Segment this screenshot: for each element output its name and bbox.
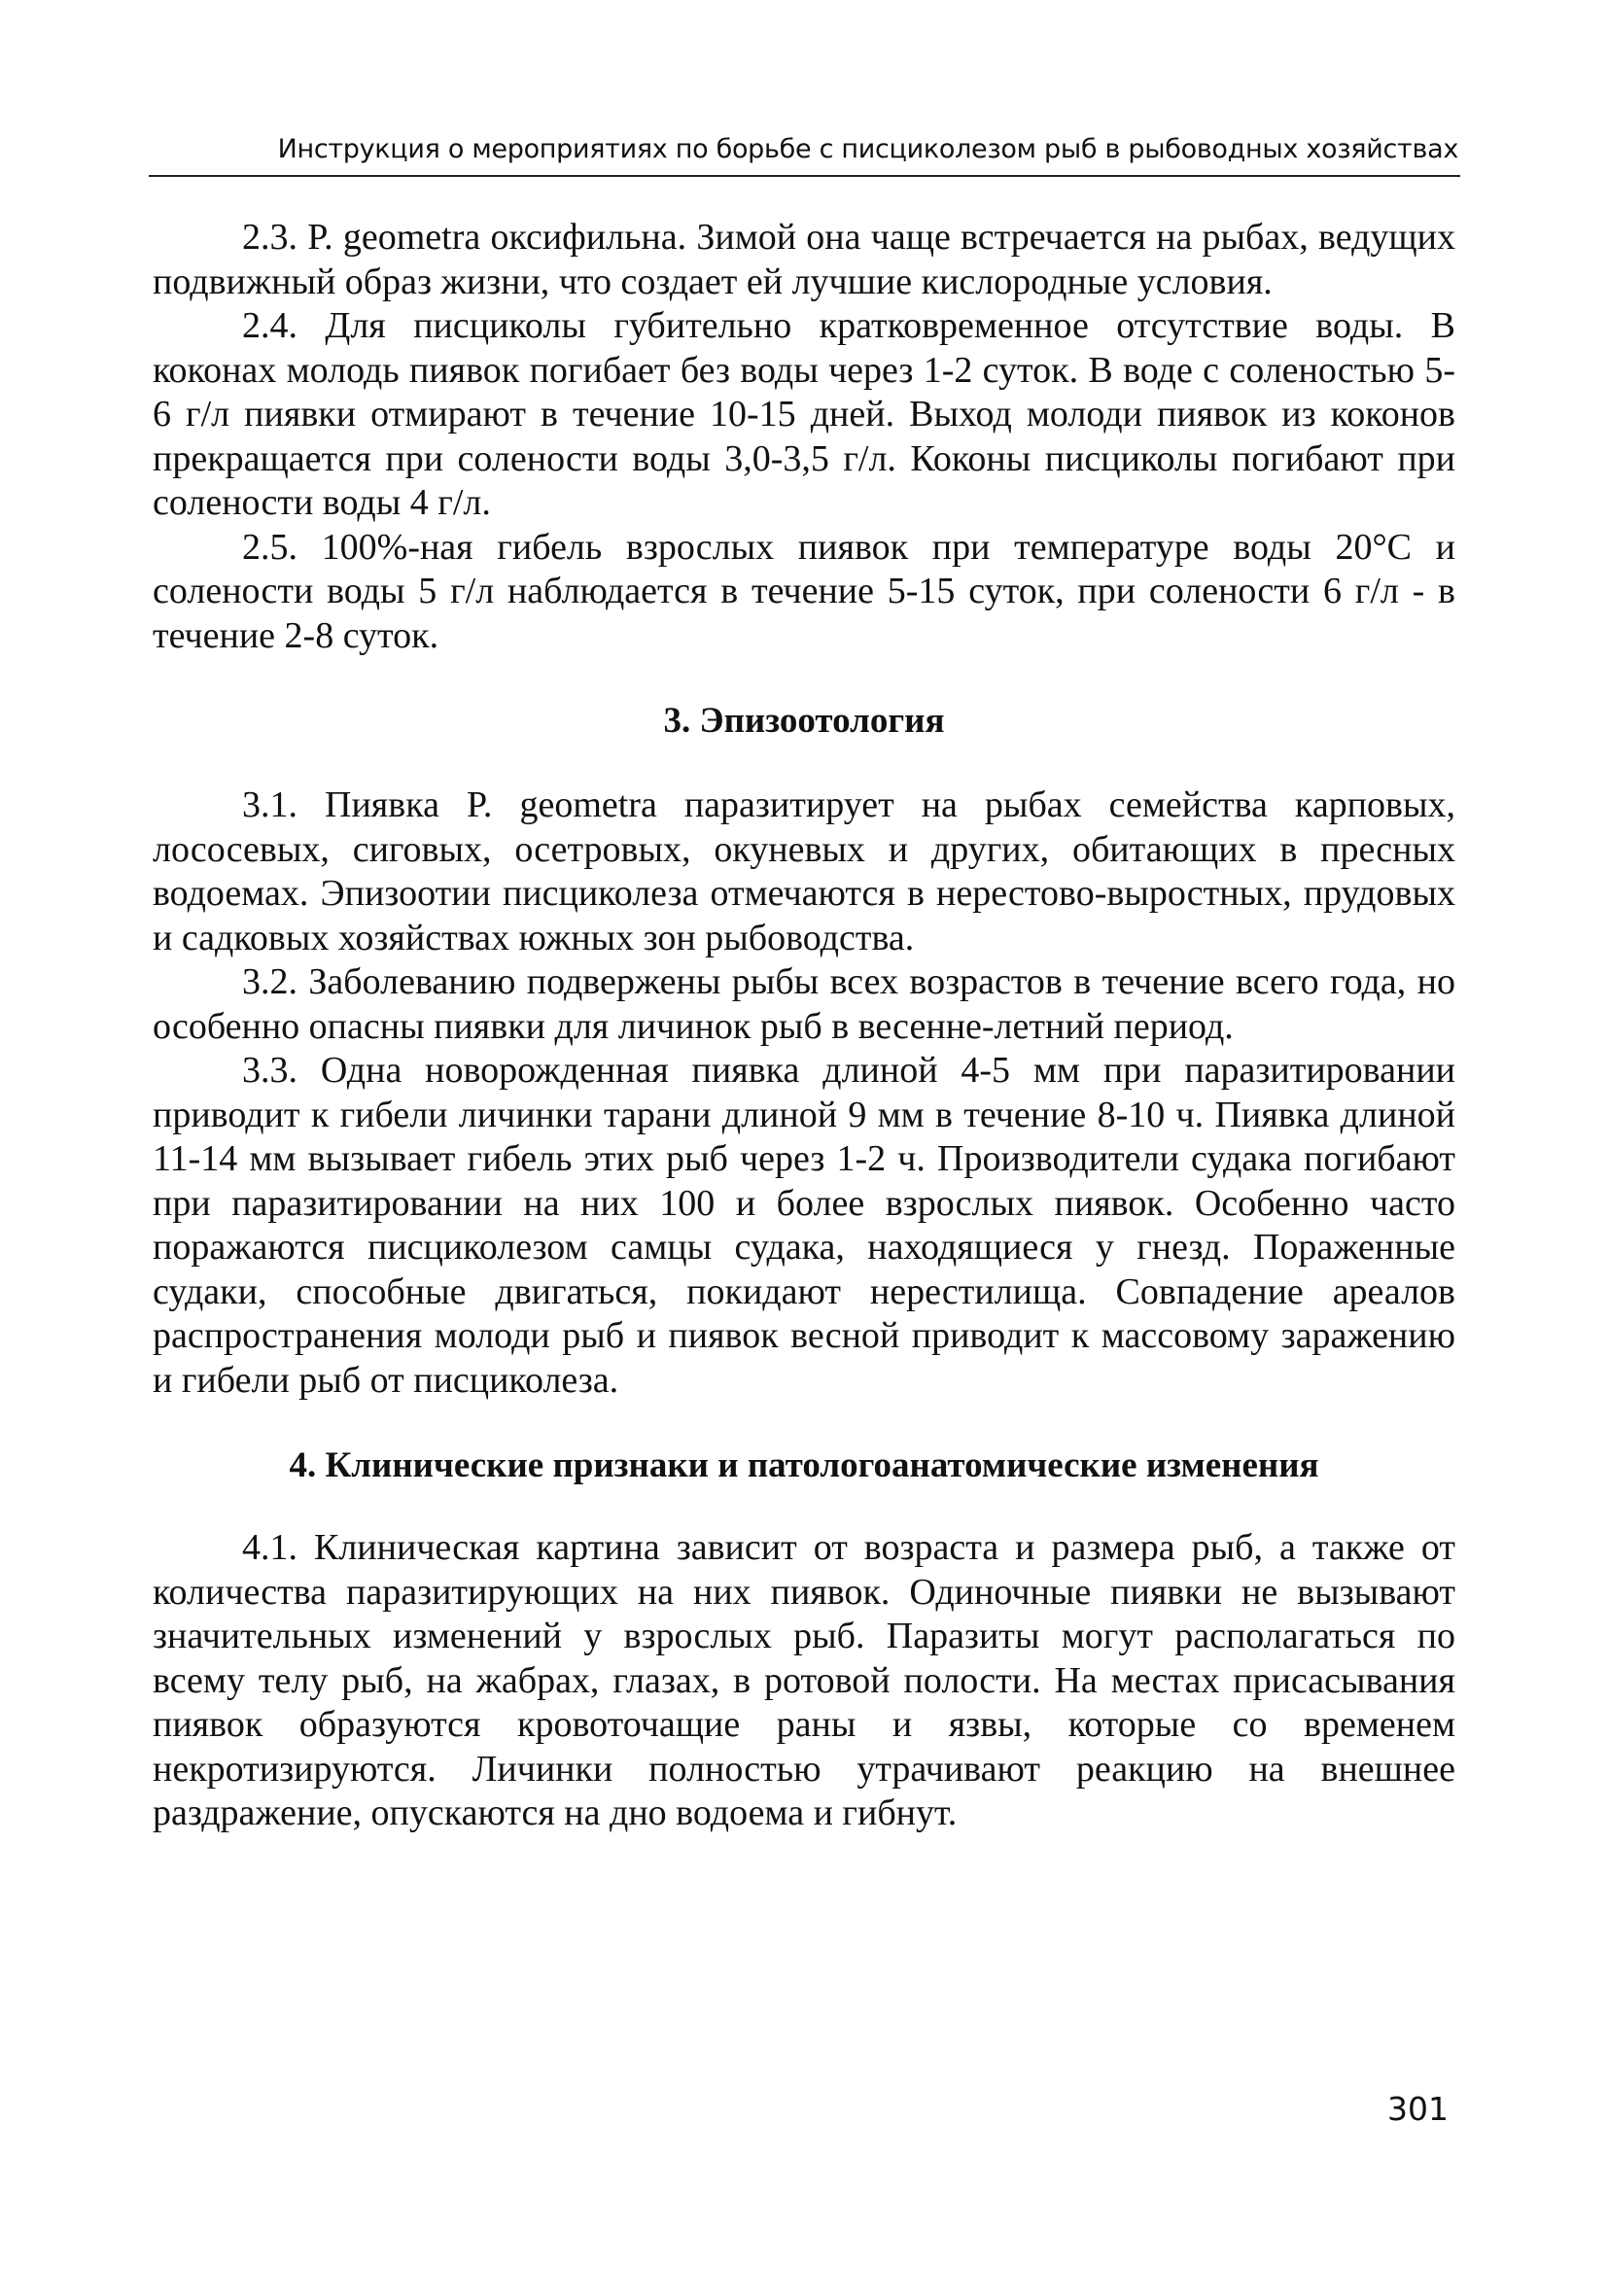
paragraph-2-5: 2.5. 100%-ная гибель взрослых пиявок при температуре воды 20°С и солености воды 5 г/л наблюдается в течение 5-15 суток, при солености 6 г/л - в течение 2-8 суток. (153, 526, 1455, 656)
section-3-heading: 3. Эпизоотология (663, 701, 945, 741)
running-header: Инструкция о мероприятиях по борьбе с писциколезом рыб в рыбоводных хозяйствах (277, 134, 1458, 164)
paragraph-4-1: 4.1. Клиническая картина зависит от возраста и размера рыб, а также от количества паразитирующих на них пиявок. Одиночные пиявки не вызывают значительных изменений у взрослых рыб. Паразиты могут располагаться по всему телу рыб, на жабрах, глазах, в ротовой полости. На местах присасывания пиявок образуются кровоточащие раны и язвы, которые со временем некротизируются. Личинки полностью утрачивают реакцию на внешнее раздражение, опускаются на дно водоема и гибнут. (153, 1527, 1455, 1833)
body-text (153, 216, 1455, 1836)
paragraph-2-3: 2.3. P. geometra оксифильна. Зимой она чаще встречается на рыбах, ведущих подвижный образ жизни, что создает ей лучшие кислородные условия. (153, 217, 1455, 302)
paragraph-3-3: 3.3. Одна новорожденная пиявка длиной 4-5 мм при паразитировании приводит к гибели личинки тарани длиной 9 мм в течение 8-10 ч. Пиявка длиной 11-14 мм вызывает гибель этих рыб через 1-2 ч. Производители судака погибают при паразитировании на них 100 и более взрослых пиявок. Особенно часто поражаются писциколезом самцы судака, находящиеся у гнезд. Пораженные судаки, способные двигаться, покидают нерестилища. Совпадение ареалов распространения молоди рыб и пиявок весной приводит к массовому заражению и гибели рыб от писциколеза. (153, 1050, 1455, 1401)
paragraph-2-4: 2.4. Для писциколы губительно кратковременное отсутствие воды. В коконах молодь пиявок погибает без воды через 1-2 суток. В воде с соленостью 5-6 г/л пиявки отмирают в течение 10-15 дней. Выход молоди пиявок из коконов прекращается при солености воды 3,0-3,5 г/л. Коконы писциколы погибают при солености воды 4 г/л. (153, 305, 1455, 523)
section-4-heading: 4. Клинические признаки и патологоанатомические изменения (289, 1445, 1319, 1485)
paragraph-3-2: 3.2. Заболеванию подвержены рыбы всех возрастов в течение всего года, но особенно опасны пиявки для личинок рыб в весенне-летний период. (153, 961, 1455, 1047)
paragraph-3-1: 3.1. Пиявка P. geometra паразитирует на рыбах семейства карповых, лососевых, сиговых, осетровых, окуневых и других, обитающих в пресных водоемах. Эпизоотии писциколеза отмечаются в нерестово-выростных, прудовых и садковых хозяйствах южных зон рыбоводства. (153, 784, 1455, 958)
header-divider (149, 175, 1460, 177)
page-number: 301 (1387, 2090, 1449, 2128)
